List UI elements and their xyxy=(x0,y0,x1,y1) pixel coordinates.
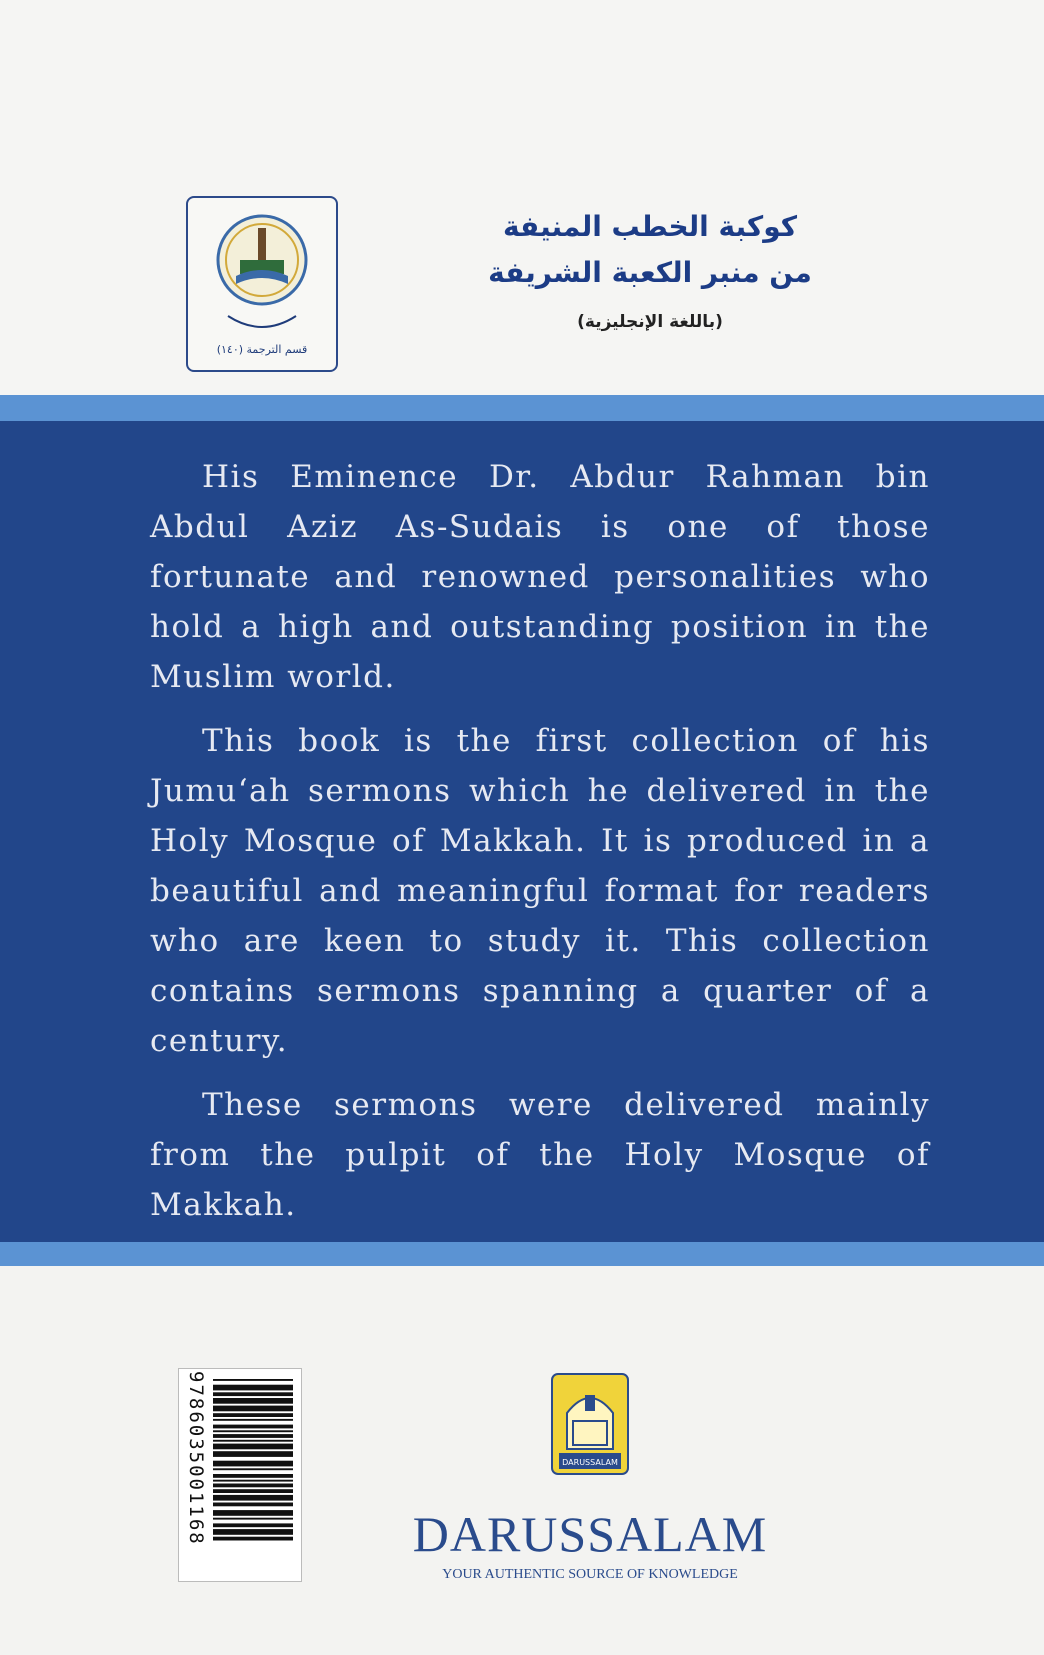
barcode-bar xyxy=(213,1495,293,1501)
barcode-bar xyxy=(213,1480,293,1482)
publisher-seal xyxy=(186,196,338,372)
seal-caption: قسم الترجمة (١٤٠) xyxy=(216,343,308,356)
barcode-bar xyxy=(213,1518,293,1520)
barcode-bar xyxy=(213,1413,293,1417)
barcode-bar xyxy=(213,1425,293,1429)
barcode-bar xyxy=(213,1484,293,1488)
brand-tagline: YOUR AUTHENTIC SOURCE OF KNOWLEDGE xyxy=(442,1567,738,1582)
barcode-bar xyxy=(213,1392,293,1396)
top-area xyxy=(0,0,1044,395)
bottom-area xyxy=(0,1266,1044,1655)
logo-label: DARUSSALAM xyxy=(562,1458,618,1467)
barcode-bar xyxy=(213,1419,293,1421)
barcode-bar xyxy=(213,1468,293,1470)
blurb-text xyxy=(150,452,930,1244)
arabic-title-line1: كوكبة الخطب المنيفة xyxy=(502,210,798,243)
barcode-bar xyxy=(213,1379,293,1381)
barcode-bar xyxy=(213,1430,293,1432)
isbn-digits: 9786035001168 xyxy=(185,1371,207,1546)
barcode-bar xyxy=(213,1406,293,1412)
barcode-bar xyxy=(213,1474,293,1478)
barcode-bar xyxy=(213,1440,293,1442)
barcode-bar xyxy=(213,1503,293,1507)
barcode-bar xyxy=(213,1537,293,1541)
barcode-bar xyxy=(213,1523,293,1527)
blurb-paragraph-1: His Eminence Dr. Abdur Rahman bin Abdul Aziz As-Sudais is one of those fortunate and renowned personalities who hold a high and outstanding position in the Muslim world. xyxy=(150,459,930,695)
barcode-bar xyxy=(213,1434,293,1438)
barcode-bar xyxy=(213,1385,293,1391)
arabic-subtitle: (باللغة الإنجليزية) xyxy=(577,312,723,332)
barcode-bar xyxy=(213,1398,293,1404)
barcode-bar xyxy=(213,1444,293,1450)
light-blue-stripe-bottom xyxy=(0,1242,1044,1266)
brand-name: DARUSSALAM xyxy=(412,1506,768,1562)
blurb-paragraph-2: This book is the first collection of his Jumu‘ah sermons which he delivered in the Holy Mosque of Makkah. It is produced in a beautiful and meaningful format for readers who are keen to study it. This collection contains sermons spanning a quarter of a century. xyxy=(150,723,930,1059)
barcode-bar xyxy=(213,1529,293,1535)
barcode-bar xyxy=(213,1489,293,1493)
isbn-barcode xyxy=(178,1368,302,1582)
darussalam-logo-icon xyxy=(551,1373,629,1475)
barcode-bar xyxy=(213,1510,293,1516)
arabic-title-line2: من منبر الكعبة الشريفة xyxy=(488,256,812,289)
barcode-bar xyxy=(213,1451,293,1457)
barcode-bar xyxy=(213,1461,293,1467)
blurb-paragraph-3: These sermons were delivered mainly from the pulpit of the Holy Mosque of Makkah. xyxy=(150,1087,930,1223)
light-blue-stripe-top xyxy=(0,395,1044,421)
